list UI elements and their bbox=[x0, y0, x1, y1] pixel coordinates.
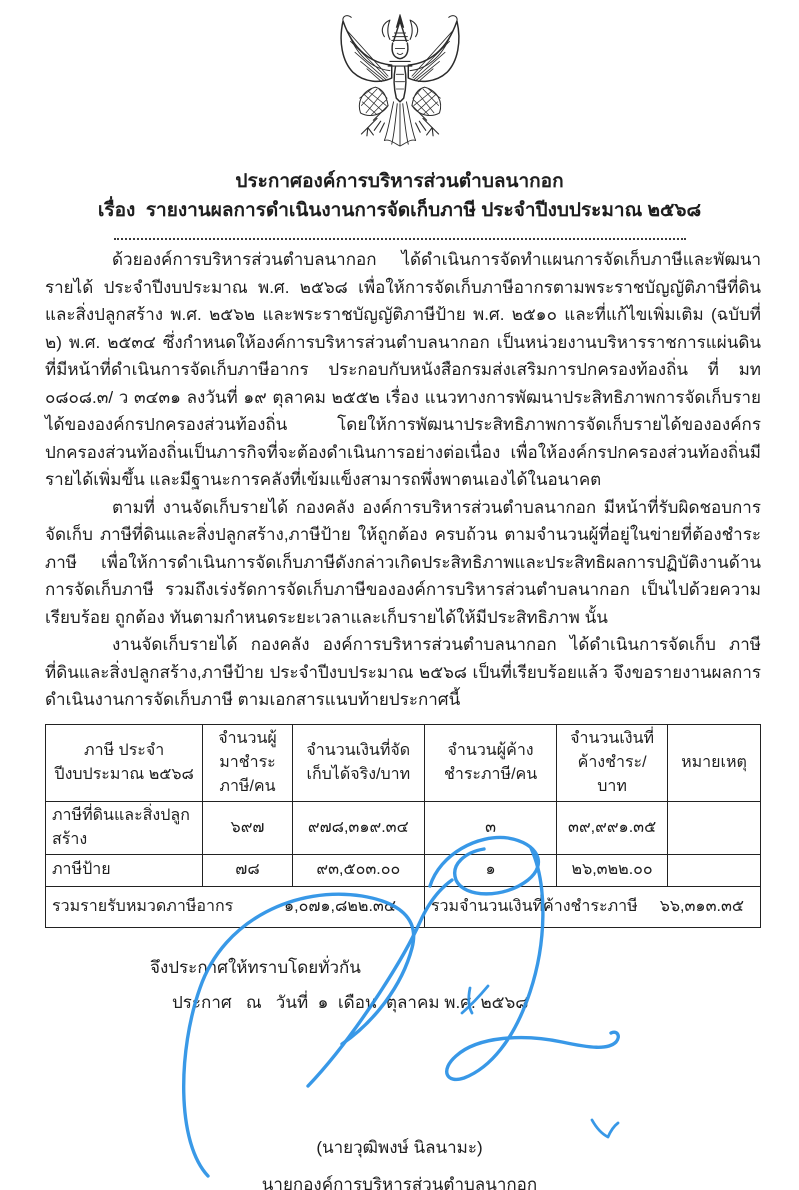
signer-name: (นายวุฒิพงษ์ นิลนามะ) bbox=[316, 1137, 483, 1157]
document-body bbox=[45, 246, 761, 714]
table-header-row bbox=[46, 724, 761, 801]
cell-note bbox=[668, 801, 761, 854]
cell-overdue-payers: ๓ bbox=[424, 801, 556, 854]
signer-title: นายกองค์การบริหารส่วนตำบลนากอก bbox=[261, 1174, 538, 1190]
total-overdue-value: ๖๖,๓๑๓.๓๕ bbox=[659, 897, 744, 915]
dotted-divider bbox=[114, 238, 686, 240]
total-revenue-value: ๑,๐๗๑,๘๒๒.๓๔ bbox=[284, 897, 396, 915]
table-total-row bbox=[46, 886, 761, 927]
cell-payers: ๗๘ bbox=[203, 854, 292, 886]
announcement-title: ประกาศองค์การบริหารส่วนตำบลนากอก bbox=[235, 171, 564, 192]
emblem-container bbox=[0, 0, 799, 162]
total-overdue-label: รวมจำนวนเงินที่ค้างชำระภาษี bbox=[430, 897, 638, 915]
tax-collection-table bbox=[45, 724, 761, 928]
table-row-signboard-tax bbox=[46, 854, 761, 886]
announcement-subject: เรื่อง รายงานผลการดำเนินงานการจัดเก็บภาษี ประจำปีงบประมาณ ๒๕๖๘ bbox=[97, 199, 702, 221]
cell-note bbox=[668, 854, 761, 886]
cell-overdue-amount: ๒๖,๓๒๒.๐๐ bbox=[557, 854, 668, 886]
col-header-tax-type: ภาษี ประจำปีงบประมาณ ๒๕๖๘ bbox=[46, 724, 203, 801]
col-header-overdue-payers: จำนวนผู้ค้างชำระภาษี/คน bbox=[424, 724, 556, 801]
paragraph-preamble: ด้วยองค์การบริหารส่วนตำบลนากอก ได้ดำเนินการจัดทำแผนการจัดเก็บภาษีและพัฒนารายได้ ประจำปีงบประมาณ พ.ศ. ๒๕๖๘ เพื่อให้การจัดเก็บภาษีอากรตามพระราชบัญญัติภาษีที่ดินและสิ่งปลูกสร้าง พ.ศ. ๒๕๖๒ และพระราชบัญญัติภาษีป้าย พ.ศ. ๒๕๑๐ และที่แก้ไขเพิ่มเติม (ฉบับที่ ๒) พ.ศ. ๒๕๓๔ ซึ่งกำหนดให้องค์การบริหารส่วนตำบลนากอก เป็นหน่วยงานบริหารราชการแผ่นดินที่มีหน้าที่ดำเนินการจัดเก็บภาษีอากร ประกอบกับหนังสือกรมส่งเสริมการปกครองท้องถิ่น ที่ มท ๐๘๐๘.๓/ ว ๓๔๓๑ ลงวันที่ ๑๙ ตุลาคม ๒๕๕๒ เรื่อง แนวทางการพัฒนาประสิทธิภาพการจัดเก็บรายได้ขององค์กรปกครองส่วนท้องถิ่น โดยให้การพัฒนาประสิทธิภาพการจัดเก็บรายได้ขององค์กรปกครองส่วนท้องถิ่นเป็นภารกิจที่จะต้องดำเนินการอย่างต่อเนื่อง เพื่อให้องค์กรปกครองส่วนท้องถิ่นมีรายได้เพิ่มขึ้น และมีฐานะการคลังที่เข้มแข็งสามารถพึ่งพาตนเองได้ในอนาคต bbox=[45, 250, 761, 490]
total-revenue-label: รวมรายรับหมวดภาษีอากร bbox=[52, 897, 234, 915]
col-header-payers: จำนวนผู้มาชำระภาษี/คน bbox=[203, 724, 292, 801]
total-revenue-cell bbox=[46, 886, 425, 927]
cell-collected: ๙๗๘,๓๑๙.๓๔ bbox=[292, 801, 424, 854]
cell-tax-type: ภาษีป้าย bbox=[46, 854, 203, 886]
total-overdue-cell bbox=[424, 886, 760, 927]
col-header-collected: จำนวนเงินที่จัดเก็บได้จริง/บาท bbox=[292, 724, 424, 801]
col-header-note: หมายเหตุ bbox=[668, 724, 761, 801]
cell-payers: ๖๙๗ bbox=[203, 801, 292, 854]
paragraph-duty: ตามที่ งานจัดเก็บรายได้ กองคลัง องค์การบริหารส่วนตำบลนากอก มีหน้าที่รับผิดชอบการจัดเก็บ ภาษีที่ดินและสิ่งปลูกสร้าง,ภาษีป้าย ให้ถูกต้อง ครบถ้วน ตามจำนวนผู้ที่อยู่ในข่ายที่ต้องชำระภาษี เพื่อให้การดำเนินการจัดเก็บภาษีดังกล่าวเกิดประสิทธิภาพและประสิทธิผลการปฏิบัติงานด้านการจัดเก็บภาษี รวมถึงเร่งรัดการจัดเก็บภาษีขององค์การบริหารส่วนตำบลนากอก เป็นไปด้วยความเรียบร้อย ถูกต้อง ทันตามกำหนดระยะเวลาและเก็บรายได้ให้มีประสิทธิภาพ นั้น bbox=[45, 497, 761, 627]
col-header-overdue-amount: จำนวนเงินที่ค้างชำระ/บาท bbox=[557, 724, 668, 801]
cell-overdue-amount: ๓๙,๙๙๑.๓๕ bbox=[557, 801, 668, 854]
table-row-land-building-tax bbox=[46, 801, 761, 854]
garuda-emblem bbox=[331, 10, 469, 157]
announcement-date: ประกาศ ณ วันที่ ๑ เดือน ตุลาคม พ.ศ. ๒๕๖๘ bbox=[172, 992, 529, 1012]
closing-statement: จึงประกาศให้ทราบโดยทั่วกัน bbox=[150, 957, 361, 977]
cell-collected: ๙๓,๕๐๓.๐๐ bbox=[292, 854, 424, 886]
cell-tax-type: ภาษีที่ดินและสิ่งปลูกสร้าง bbox=[46, 801, 203, 854]
paragraph-report: งานจัดเก็บรายได้ กองคลัง องค์การบริหารส่วนตำบลนากอก ได้ดำเนินการจัดเก็บ ภาษีที่ดินและสิ่งปลูกสร้าง,ภาษีป้าย ประจำปีงบประมาณ ๒๕๖๘ เป็นที่เรียบร้อยแล้ว จึงขอรายงานผลการดำเนินงานการจัดเก็บภาษี ตามเอกสารแนบท้ายประกาศนี้ bbox=[45, 635, 761, 710]
cell-overdue-payers: ๑ bbox=[424, 854, 556, 886]
